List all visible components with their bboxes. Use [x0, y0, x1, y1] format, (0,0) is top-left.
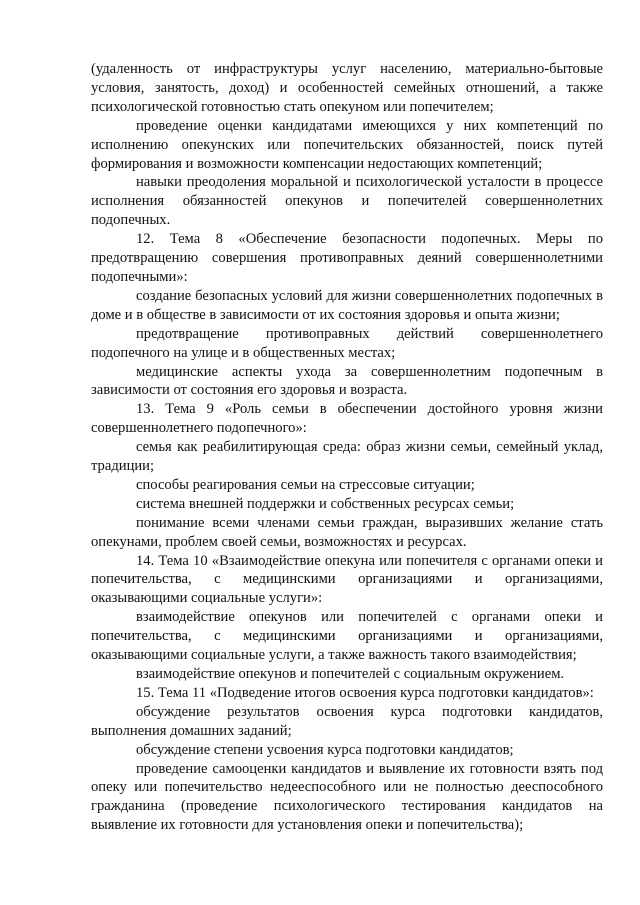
paragraph: медицинские аспекты ухода за совершеннолетним подопечным в зависимости от состояния его здоровья и возраста.: [91, 363, 603, 399]
paragraph: семья как реабилитирующая среда: образ жизни семьи, семейный уклад, традиции;: [91, 439, 603, 475]
paragraph: создание безопасных условий для жизни совершеннолетних подопечных в доме и в обществе в зависимости от их состояния здоровья и опыта жизни;: [91, 287, 603, 323]
paragraph: способы реагирования семьи на стрессовые ситуации;: [136, 476, 475, 493]
section-heading: 14. Тема 10 «Взаимодействие опекуна или попечителя с органами опеки и попечительства, с медицинскими организациями и организациями, оказывающими социальные услуги»:: [91, 552, 603, 607]
paragraph: навыки преодоления моральной и психологической усталости в процессе исполнения обязанностей опекунов и попечителей совершеннолетних подопечных.: [91, 174, 603, 229]
paragraph: предотвращение противоправных действий совершеннолетнего подопечного на улице и в общественных местах;: [91, 325, 603, 361]
paragraph: понимание всеми членами семьи граждан, выразивших желание стать опекунами, проблем своей семьи, возможностях и ресурсах.: [91, 514, 603, 550]
paragraph: обсуждение степени усвоения курса подготовки кандидатов;: [136, 741, 514, 758]
paragraph: взаимодействие опекунов или попечителей с органами опеки и попечительства, с медицинскими организациями и организациями, оказывающими социальные услуги, а также важность такого взаимодействия;: [91, 609, 603, 664]
paragraph: взаимодействие опекунов и попечителей с социальным окружением.: [136, 666, 565, 682]
section-heading: 15. Тема 11 «Подведение итогов освоения курса подготовки кандидатов»:: [136, 684, 594, 701]
section-heading: 13. Тема 9 «Роль семьи в обеспечении достойного уровня жизни совершеннолетнего подопечного»:: [91, 401, 603, 437]
paragraph: обсуждение результатов освоения курса подготовки кандидатов, выполнения домашних заданий;: [91, 703, 603, 739]
paragraph: (удаленность от инфраструктуры услуг населению, материально-бытовые условия, занятость, доход) и особенностей семейных отношений, а также психологической готовностью стать опекуном или попечителем;: [91, 61, 603, 115]
paragraph: система внешней поддержки и собственных ресурсах семьи;: [136, 495, 515, 512]
paragraph: проведение оценки кандидатами имеющихся у них компетенций по исполнению опекунских или попечительских обязанностей, поиск путей формирования и возможности компенсации недостающих компетенций;: [91, 117, 603, 172]
document-page: [91, 60, 603, 835]
paragraph: проведение самооценки кандидатов и выявление их готовности взять под опеку или попечительство недееспособного или не полностью дееспособного гражданина (проведение психологического тестирования кандидатов на выявление их готовности для установления опеки и попечительства);: [91, 760, 603, 834]
section-heading: 12. Тема 8 «Обеспечение безопасности подопечных. Меры по предотвращению совершения противоправных деяний совершеннолетними подопечными»:: [91, 231, 603, 285]
